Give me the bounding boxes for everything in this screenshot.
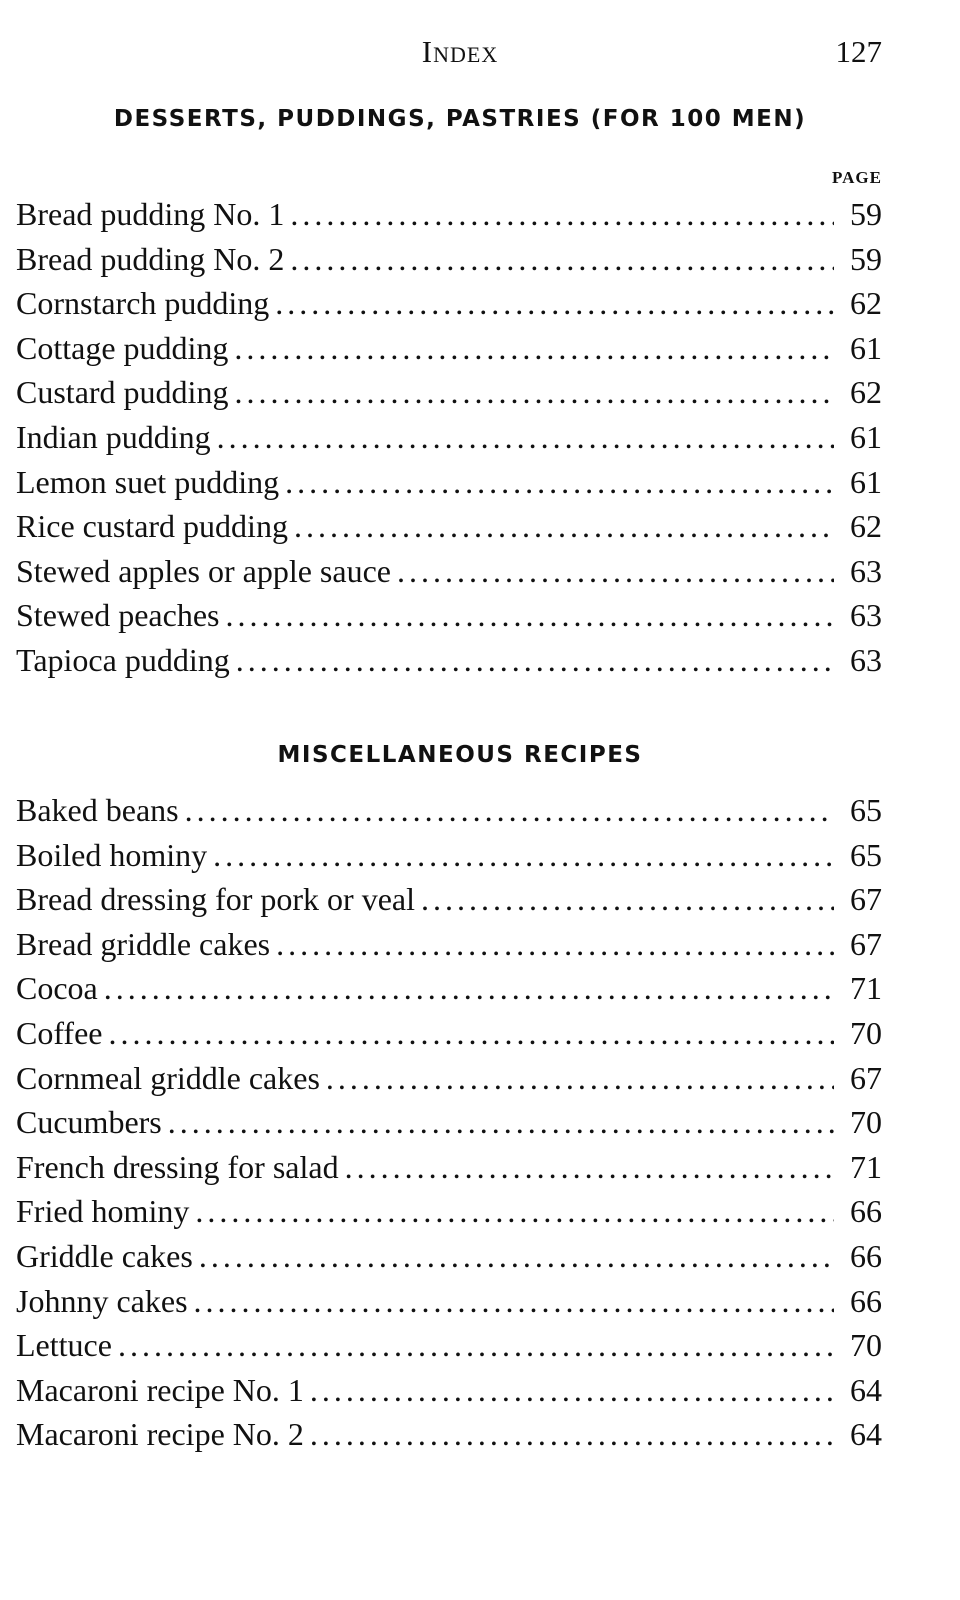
page-column-label: PAGE <box>832 168 882 187</box>
dot-leader <box>199 1238 834 1275</box>
section-heading-miscellaneous: MISCELLANEOUS RECIPES <box>277 742 643 768</box>
entry-name: Boiled hominy <box>16 837 213 874</box>
running-head <box>0 30 960 74</box>
dot-leader <box>108 1015 834 1052</box>
entry-name: Lemon suet pudding <box>16 464 285 501</box>
index-entry <box>16 374 882 419</box>
index-entry <box>16 553 882 598</box>
desserts-index-list <box>16 196 882 687</box>
index-entry <box>16 1104 882 1149</box>
entry-name: Bread griddle cakes <box>16 926 276 963</box>
dot-leader <box>217 419 834 456</box>
dot-leader <box>213 837 834 874</box>
index-entry <box>16 642 882 687</box>
entry-page: 61 <box>850 463 882 500</box>
dot-leader <box>285 464 834 501</box>
dot-leader <box>397 553 834 590</box>
dot-leader <box>276 926 834 963</box>
dot-leader <box>326 1060 834 1097</box>
entry-page: 66 <box>850 1193 882 1230</box>
entry-page: 65 <box>850 836 882 873</box>
index-entry <box>16 837 882 882</box>
entry-name: Rice custard pudding <box>16 508 294 545</box>
entry-name: Indian pudding <box>16 419 217 456</box>
entry-name: Cornmeal griddle cakes <box>16 1060 326 1097</box>
entry-name: Tapioca pudding <box>16 642 236 679</box>
entry-name: Bread pudding No. 1 <box>16 196 290 233</box>
index-entry <box>16 330 882 375</box>
dot-leader <box>195 1193 834 1230</box>
index-entry <box>16 1372 882 1417</box>
entry-page: 65 <box>850 792 882 828</box>
index-entry <box>16 881 882 926</box>
entry-page: 70 <box>850 1104 882 1141</box>
index-entry <box>16 1015 882 1060</box>
index-entry <box>16 285 882 330</box>
entry-name: Cocoa <box>16 970 104 1007</box>
dot-leader <box>118 1327 834 1364</box>
entry-page: 64 <box>850 1416 882 1453</box>
entry-page: 62 <box>850 508 882 545</box>
entry-page: 66 <box>850 1282 882 1319</box>
entry-page: 63 <box>850 597 882 634</box>
dot-leader <box>421 881 834 918</box>
miscellaneous-index-list <box>16 792 882 1461</box>
dot-leader <box>194 1283 834 1320</box>
entry-name: Baked beans <box>16 792 185 829</box>
entry-page: 64 <box>850 1371 882 1408</box>
index-entry <box>16 419 882 464</box>
index-entry <box>16 1193 882 1238</box>
dot-leader <box>310 1372 834 1409</box>
index-entry <box>16 1283 882 1328</box>
dot-leader <box>168 1104 834 1141</box>
index-entry <box>16 970 882 1015</box>
entry-name: French dressing for salad <box>16 1149 345 1186</box>
entry-page: 70 <box>850 1014 882 1051</box>
entry-page: 59 <box>850 240 882 277</box>
dot-leader <box>225 597 834 634</box>
dot-leader <box>310 1416 834 1453</box>
entry-page: 66 <box>850 1237 882 1274</box>
dot-leader <box>234 374 834 411</box>
index-entry <box>16 1238 882 1283</box>
entry-name: Stewed apples or apple sauce <box>16 553 397 590</box>
entry-page: 62 <box>850 374 882 411</box>
dot-leader <box>294 508 834 545</box>
entry-name: Cornstarch pudding <box>16 285 275 322</box>
index-entry <box>16 792 882 837</box>
dot-leader <box>236 642 834 679</box>
entry-page: 67 <box>850 881 882 918</box>
entry-page: 63 <box>850 641 882 678</box>
entry-page: 71 <box>850 970 882 1007</box>
entry-name: Griddle cakes <box>16 1238 199 1275</box>
index-entry <box>16 1416 882 1461</box>
entry-page: 63 <box>850 552 882 589</box>
index-entry <box>16 508 882 553</box>
entry-name: Stewed peaches <box>16 597 225 634</box>
index-entry <box>16 1327 882 1372</box>
entry-page: 62 <box>850 285 882 322</box>
entry-name: Macaroni recipe No. 1 <box>16 1372 310 1409</box>
index-entry <box>16 464 882 509</box>
dot-leader <box>290 196 834 233</box>
index-entry <box>16 926 882 971</box>
entry-page: 71 <box>850 1148 882 1185</box>
entry-name: Johnny cakes <box>16 1283 194 1320</box>
entry-name: Cottage pudding <box>16 330 234 367</box>
running-title: Index <box>421 34 499 69</box>
index-entry <box>16 1060 882 1105</box>
page-number: 127 <box>835 34 882 69</box>
entry-name: Bread pudding No. 2 <box>16 241 290 278</box>
entry-page: 61 <box>850 418 882 455</box>
index-entry <box>16 196 882 241</box>
entry-name: Coffee <box>16 1015 108 1052</box>
entry-name: Lettuce <box>16 1327 118 1364</box>
dot-leader <box>345 1149 834 1186</box>
entry-page: 59 <box>850 196 882 232</box>
entry-page: 70 <box>850 1327 882 1364</box>
section-heading-desserts: DESSERTS, PUDDINGS, PASTRIES (FOR 100 MEN) <box>113 106 807 132</box>
index-entry <box>16 241 882 286</box>
index-entry <box>16 597 882 642</box>
entry-name: Bread dressing for pork or veal <box>16 881 421 918</box>
entry-name: Macaroni recipe No. 2 <box>16 1416 310 1453</box>
dot-leader <box>185 792 834 829</box>
entry-page: 61 <box>850 329 882 366</box>
entry-name: Custard pudding <box>16 374 234 411</box>
dot-leader <box>234 330 834 367</box>
index-entry <box>16 1149 882 1194</box>
dot-leader <box>104 970 834 1007</box>
entry-page: 67 <box>850 1059 882 1096</box>
entry-name: Fried hominy <box>16 1193 195 1230</box>
entry-page: 67 <box>850 925 882 962</box>
dot-leader <box>290 241 834 278</box>
dot-leader <box>275 285 834 322</box>
entry-name: Cucumbers <box>16 1104 168 1141</box>
